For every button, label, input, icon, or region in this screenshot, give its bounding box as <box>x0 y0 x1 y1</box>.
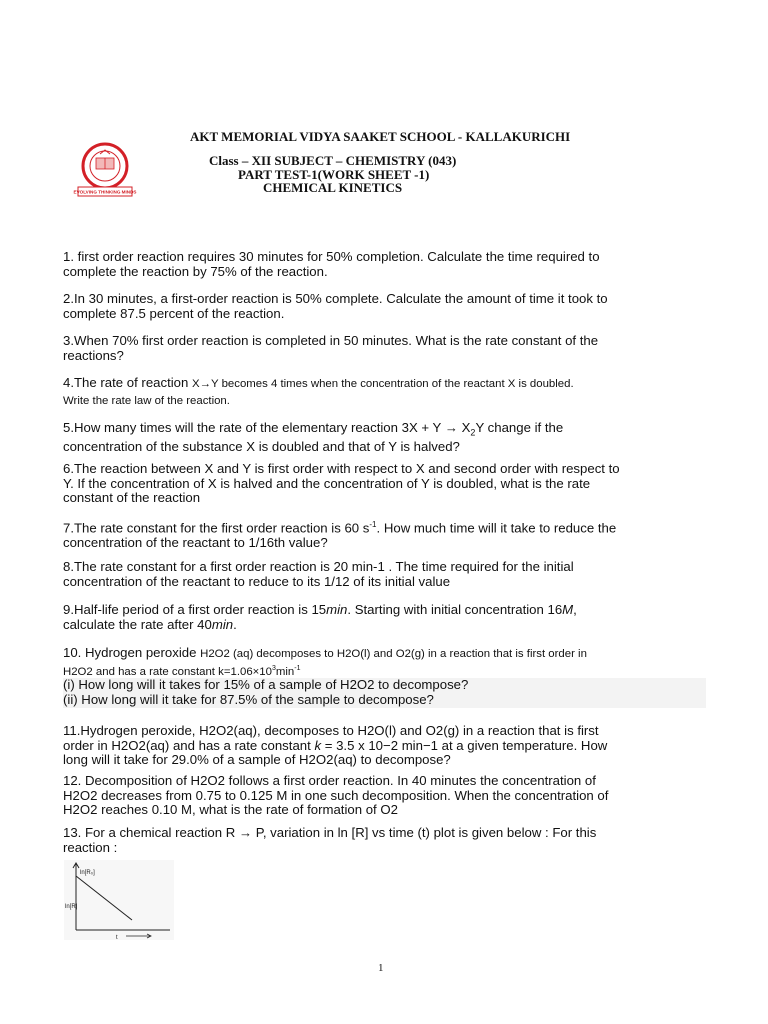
question-2-line-1: 2.In 30 minutes, a first-order reaction is 50% complete. Calculate the amount of time it took to <box>63 291 608 306</box>
question-9-part-b: . Starting with initial concentration 16 <box>347 602 563 617</box>
question-8 <box>63 560 713 589</box>
question-7-part-b: . How much time will it take to reduce the <box>376 520 617 536</box>
question-11-line-1: 11.Hydrogen peroxide, H2O2(aq), decomposes to H2O(l) and O2(g) in a reaction that is first <box>63 723 599 738</box>
question-4-lead: 4.The rate of reaction <box>63 375 193 390</box>
question-12-line-1: 12. Decomposition of H2O2 follows a first order reaction. In 40 minutes the concentration of <box>63 773 596 788</box>
question-4-line-2: Write the rate law of the reaction. <box>63 394 230 407</box>
question-3 <box>63 334 713 363</box>
test-title: PART TEST-1(WORK SHEET -1) <box>238 167 430 182</box>
question-12-line-3: H2O2 reaches 0.10 M, what is the rate of formation of O2 <box>63 802 398 818</box>
question-5-part-b: Y change if the <box>475 420 564 435</box>
question-11-line-3: long will it take for 29.0% of a sample of H2O2(aq) to decompose? <box>63 752 451 768</box>
question-10-line-2b: min <box>275 665 295 678</box>
graph-y-label: ln[R] <box>65 904 78 910</box>
question-5-part-a: 5.How many times will the rate of the elementary reaction 3X + Y → X <box>63 420 471 435</box>
question-2-line-2: complete 87.5 percent of the reaction. <box>63 305 285 321</box>
question-6 <box>63 462 713 506</box>
question-8-line-2: concentration of the reactant to reduce to its 1/12 of its initial value <box>63 573 451 589</box>
question-4 <box>63 376 713 408</box>
question-8-line-1: 8.The rate constant for a first order reaction is 20 min-1 . The time required for the initial <box>63 559 574 574</box>
question-6-line-3: constant of the reaction <box>63 490 201 506</box>
question-9-line-2-min: min <box>211 616 234 632</box>
question-10-lead: 10. Hydrogen peroxide <box>63 645 201 660</box>
question-10-line-2a: H2O2 and has a rate constant k=1.06×10 <box>63 665 272 678</box>
question-9-line-2b: . <box>233 616 237 632</box>
topic-title: CHEMICAL KINETICS <box>263 180 403 195</box>
question-12 <box>63 774 713 818</box>
question-6-line-2: Y. If the concentration of X is halved and the concentration of Y is doubled, what is the rate <box>63 475 591 491</box>
question-9-part-a: 9.Half-life period of a first order reaction is 15 <box>63 602 327 617</box>
question-3-line-2: reactions? <box>63 347 124 363</box>
question-5-subscript: 2 <box>470 427 476 438</box>
question-11-line-2b: = 3.5 x 10−2 min−1 at a given temperature. How <box>321 737 608 753</box>
ln-r-vs-time-graph <box>64 860 174 940</box>
question-4-rest: X→Y becomes 4 times when the concentration of the reactant X is doubled. <box>192 378 574 390</box>
question-9-line-2a: calculate the rate after 40 <box>63 616 212 632</box>
question-6-line-1: 6.The reaction between X and Y is first order with respect to X and second order with respect to <box>63 461 620 476</box>
question-7 <box>63 518 713 551</box>
question-13-line-1: 13. For a chemical reaction R → P, variation in ln [R] vs time (t) plot is given below : For this <box>63 825 597 840</box>
graph-x-label: t <box>116 935 118 940</box>
question-12-line-2: H2O2 decreases from 0.75 to 0.125 M in one such decomposition. When the concentration of <box>63 787 609 803</box>
question-9-part-c: , <box>573 602 577 617</box>
question-10 <box>63 646 713 708</box>
question-2 <box>63 292 713 321</box>
logo-motto: EVOLVING THINKING MINDS <box>73 189 137 195</box>
class-subject: Class – XII SUBJECT – CHEMISTRY (043) <box>209 153 457 168</box>
question-7-line-2: concentration of the reactant to 1/16th value? <box>63 534 328 550</box>
question-1-line-1: 1. first order reaction requires 30 minutes for 50% completion. Calculate the time required to <box>63 249 600 264</box>
page-number: 1 <box>378 962 384 974</box>
question-10-sup-minus-1: -1 <box>294 664 301 672</box>
question-3-line-1: 3.When 70% first order reaction is completed in 50 minutes. What is the rate constant of the <box>63 333 599 348</box>
question-5 <box>63 421 713 455</box>
question-10-rest: H2O2 (aq) decomposes to H2O(l) and O2(g) in a reaction that is first order in <box>200 648 587 660</box>
question-13-line-2: reaction : <box>63 839 118 855</box>
question-13 <box>63 826 713 855</box>
question-9-min: min <box>326 602 348 617</box>
question-10-part-ii: (ii) How long will it take for 87.5% of the sample to decompose? <box>63 693 706 708</box>
question-11-line-2a: order in H2O2(aq) and has a rate constant <box>63 737 315 753</box>
school-logo <box>64 142 146 198</box>
question-1-line-2: complete the reaction by 75% of the reaction. <box>63 263 328 279</box>
question-11-k: k <box>314 737 322 753</box>
question-9 <box>63 603 713 632</box>
question-7-superscript: -1 <box>369 520 377 529</box>
question-10-sup-3: 3 <box>271 664 276 672</box>
question-11 <box>63 724 713 768</box>
question-1 <box>63 250 713 279</box>
question-10-part-i: (i) How long will it takes for 15% of a sample of H2O2 to decompose? <box>63 678 706 693</box>
question-5-line-2: concentration of the substance X is doubled and that of Y is halved? <box>63 439 460 455</box>
school-name: AKT MEMORIAL VIDYA SAAKET SCHOOL - KALLAKURICHI <box>190 129 571 144</box>
question-9-molar: M <box>562 602 574 617</box>
question-7-part-a: 7.The rate constant for the first order reaction is 60 s <box>63 520 370 536</box>
graph-y-top-label: ln[R₀] <box>80 870 95 876</box>
